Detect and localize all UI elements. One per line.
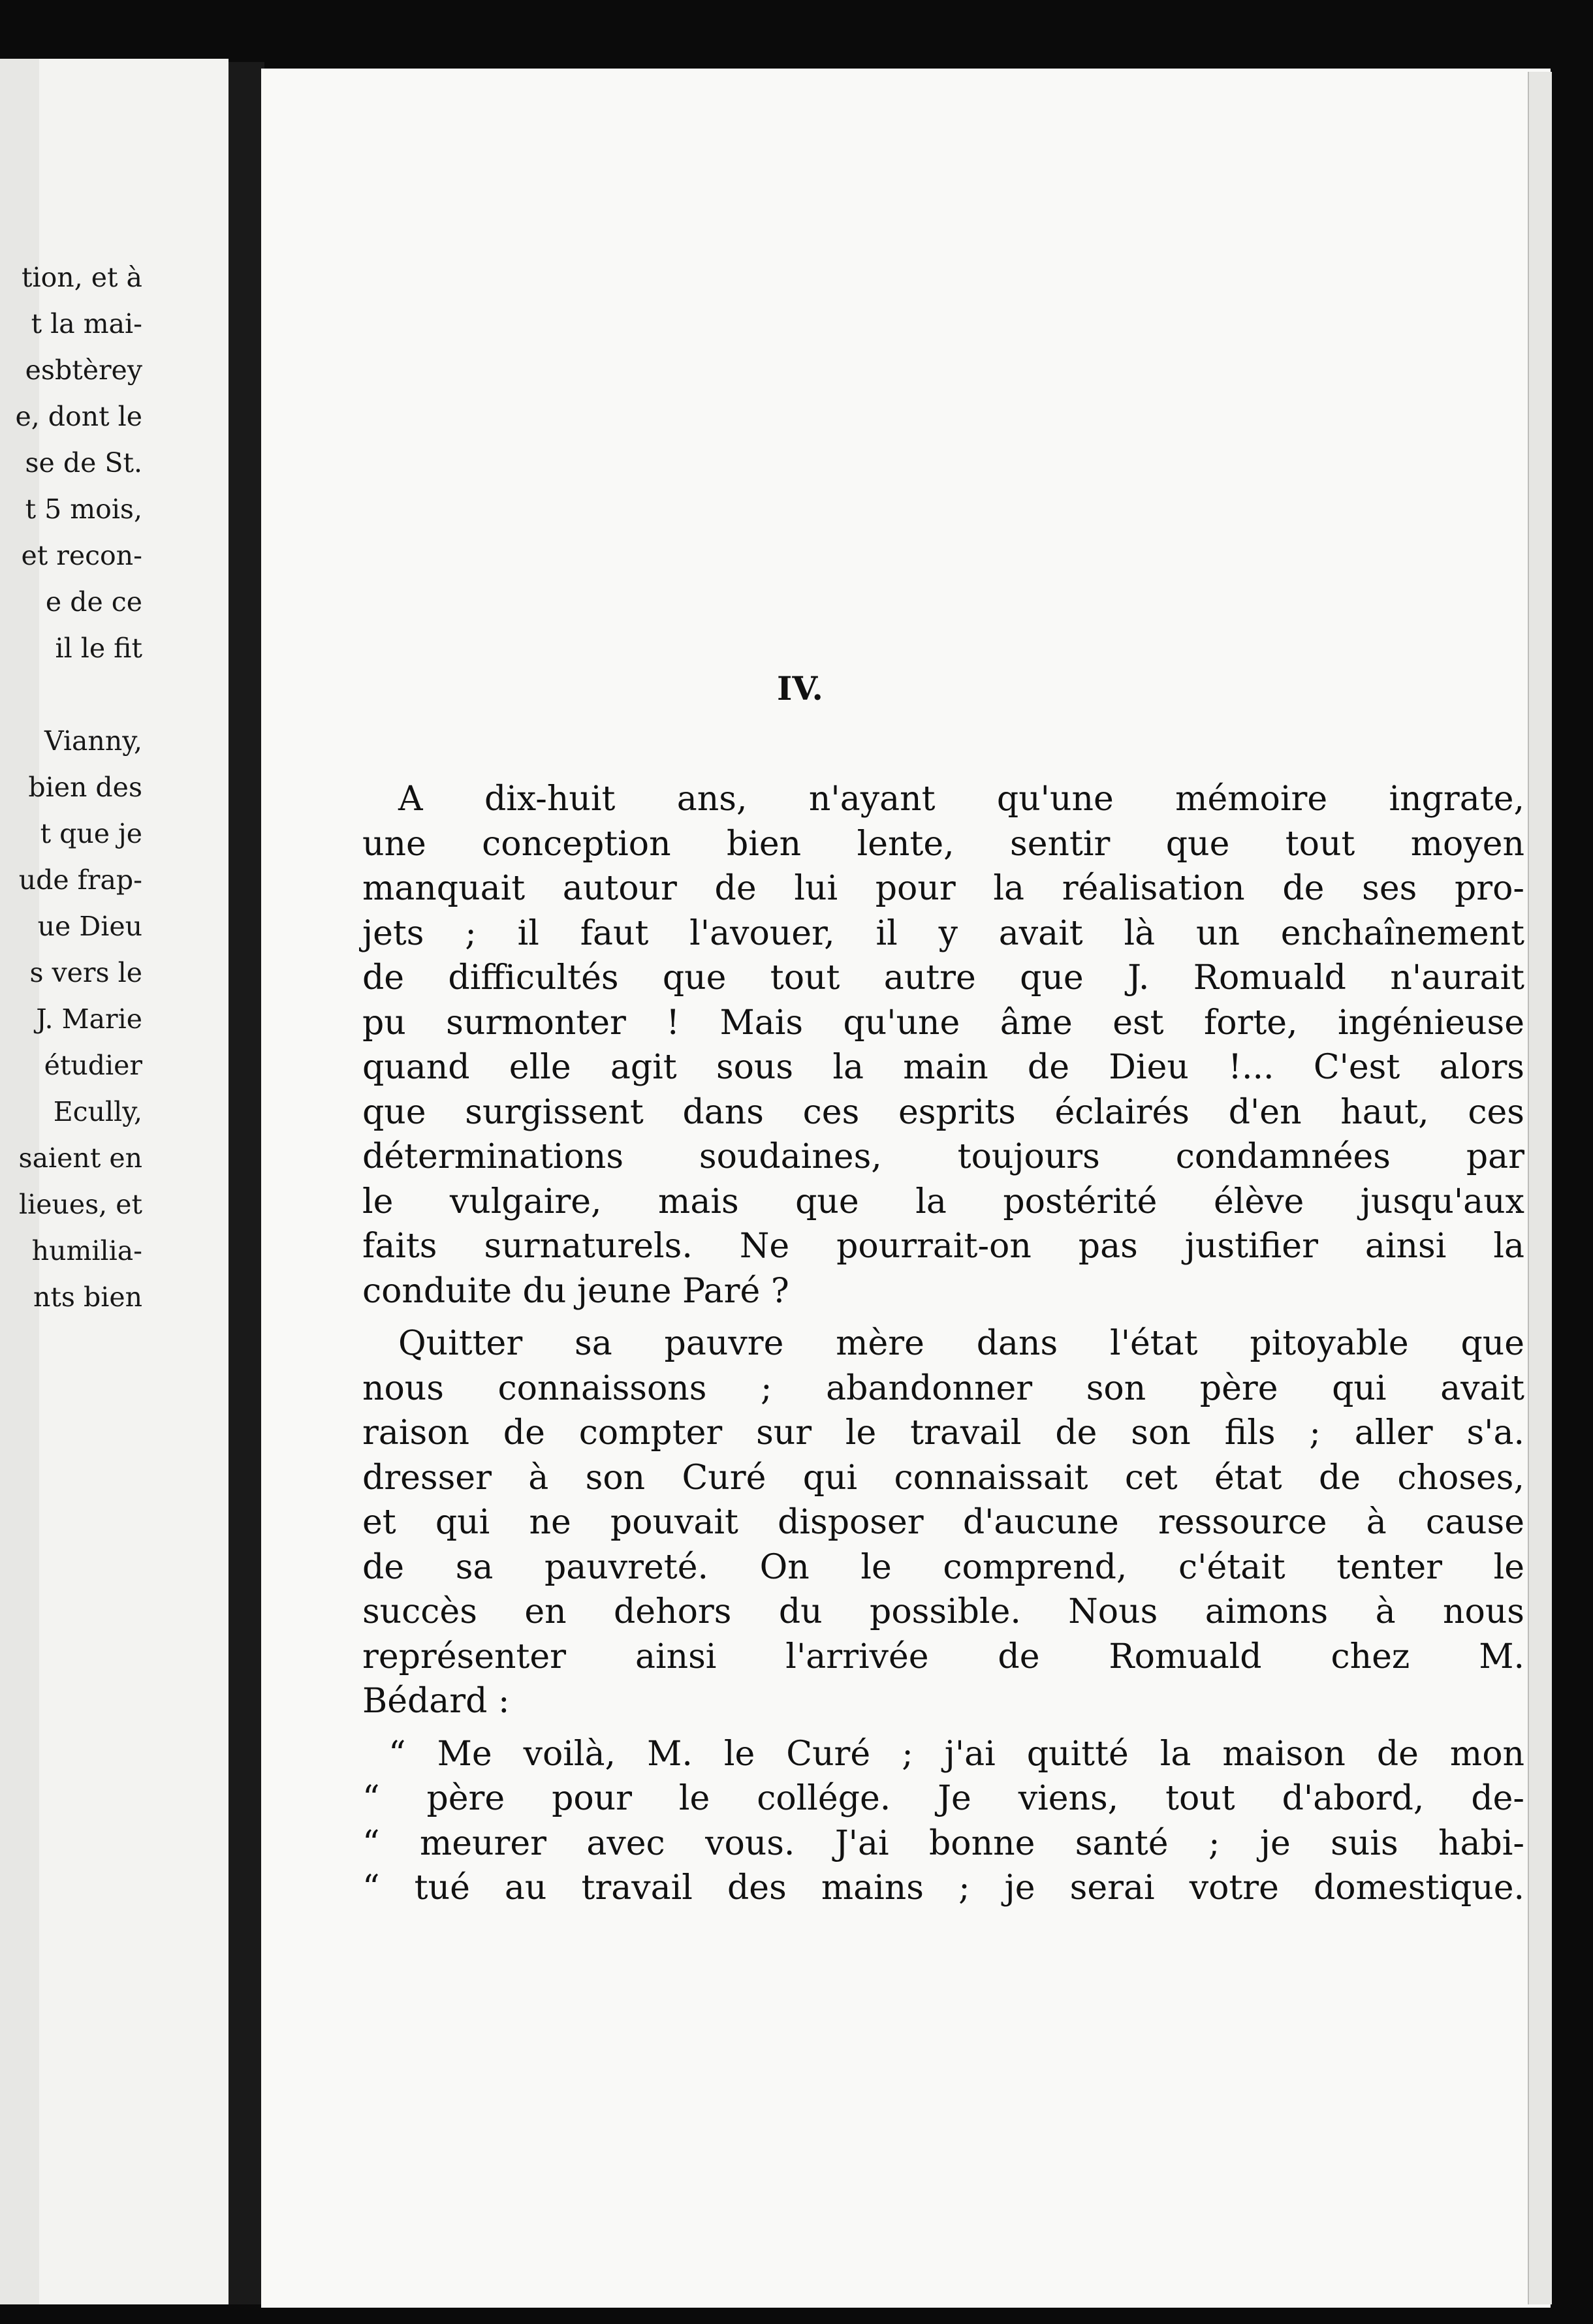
text-line: faits surnaturels. Ne pourrait-on pas justifier ainsi la bbox=[362, 1227, 1524, 1266]
quote-line: “ meurer avec vous. J'ai bonne santé ; je suis habi- bbox=[362, 1823, 1524, 1863]
text-line: jets ; il faut l'avouer, il y avait là un enchaînement bbox=[362, 913, 1524, 953]
left-line: s vers le bbox=[29, 957, 142, 988]
left-line: ude frap- bbox=[18, 864, 142, 896]
text-line: A dix-huit ans, n'ayant qu'une mémoire ingrate, bbox=[398, 779, 1524, 819]
left-facing-page bbox=[0, 59, 229, 2304]
text-line: que surgissent dans ces esprits éclairés d'en haut, ces bbox=[362, 1092, 1524, 1132]
left-line: humilia- bbox=[31, 1235, 142, 1266]
quote-line: “ père pour le collége. Je viens, tout d'abord, de- bbox=[362, 1779, 1524, 1818]
section-heading: IV. bbox=[777, 669, 823, 708]
quote-line: “ tué au travail des mains ; je serai votre domestique. bbox=[362, 1868, 1524, 1908]
left-line bbox=[0, 672, 142, 718]
text-line: déterminations soudaines, toujours condamnées par bbox=[362, 1137, 1524, 1176]
text-line: manquait autour de lui pour la réalisation de ses pro- bbox=[362, 869, 1524, 908]
main-page bbox=[261, 69, 1551, 2308]
quote-line: “ Me voilà, M. le Curé ; j'ai quitté la maison de mon bbox=[388, 1734, 1524, 1774]
left-line: Vianny, bbox=[44, 725, 142, 757]
left-line: saient en bbox=[18, 1142, 142, 1174]
left-line: bien des bbox=[28, 772, 142, 803]
text-line: pu surmonter ! Mais qu'une âme est forte, ingénieuse bbox=[362, 1003, 1524, 1043]
text-line: conduite du jeune Paré ? bbox=[362, 1271, 789, 1311]
left-line: et recon- bbox=[21, 540, 142, 571]
text-line: de sa pauvreté. On le comprend, c'était tenter le bbox=[362, 1547, 1524, 1587]
left-page-text bbox=[0, 255, 222, 1321]
left-line: Ecully, bbox=[53, 1096, 142, 1127]
left-line: esbtèrey bbox=[25, 354, 142, 386]
text-line: nous connaissons ; abandonner son père qui avait bbox=[362, 1368, 1524, 1408]
text-line: et qui ne pouvait disposer d'aucune ressource à cause bbox=[362, 1503, 1524, 1542]
left-line: nts bien bbox=[33, 1281, 142, 1313]
text-line: de difficultés que tout autre que J. Romuald n'aurait bbox=[362, 958, 1524, 997]
text-line: une conception bien lente, sentir que tout moyen bbox=[362, 824, 1524, 864]
left-line: t que je bbox=[40, 818, 142, 849]
left-line: étudier bbox=[44, 1050, 142, 1081]
left-line: e de ce bbox=[45, 586, 142, 618]
left-line: ue Dieu bbox=[37, 911, 142, 942]
left-line: se de St. bbox=[25, 447, 142, 479]
text-line: Quitter sa pauvre mère dans l'état pitoyable que bbox=[398, 1324, 1524, 1363]
left-line: tion, et à bbox=[22, 262, 142, 293]
left-line: lieues, et bbox=[18, 1189, 142, 1220]
text-line: Bédard : bbox=[362, 1682, 510, 1721]
text-line: quand elle agit sous la main de Dieu !... C'est alors bbox=[362, 1048, 1524, 1087]
text-line: dresser à son Curé qui connaissait cet état de choses, bbox=[362, 1458, 1524, 1498]
left-line: J. Marie bbox=[36, 1003, 142, 1035]
left-line: il le fit bbox=[55, 633, 142, 664]
left-line: t la mai- bbox=[31, 308, 142, 339]
left-line: e, dont le bbox=[15, 401, 142, 432]
left-line: t 5 mois, bbox=[25, 494, 142, 525]
text-line: raison de compter sur le travail de son fils ; aller s'a. bbox=[362, 1413, 1524, 1452]
text-line: représenter ainsi l'arrivée de Romuald chez M. bbox=[362, 1637, 1524, 1676]
page-edge bbox=[1528, 72, 1552, 2304]
text-line: le vulgaire, mais que la postérité élève jusqu'aux bbox=[362, 1182, 1524, 1221]
body-text bbox=[362, 777, 1524, 1911]
text-line: succès en dehors du possible. Nous aimons à nous bbox=[362, 1592, 1524, 1631]
book-gutter bbox=[229, 62, 264, 2304]
